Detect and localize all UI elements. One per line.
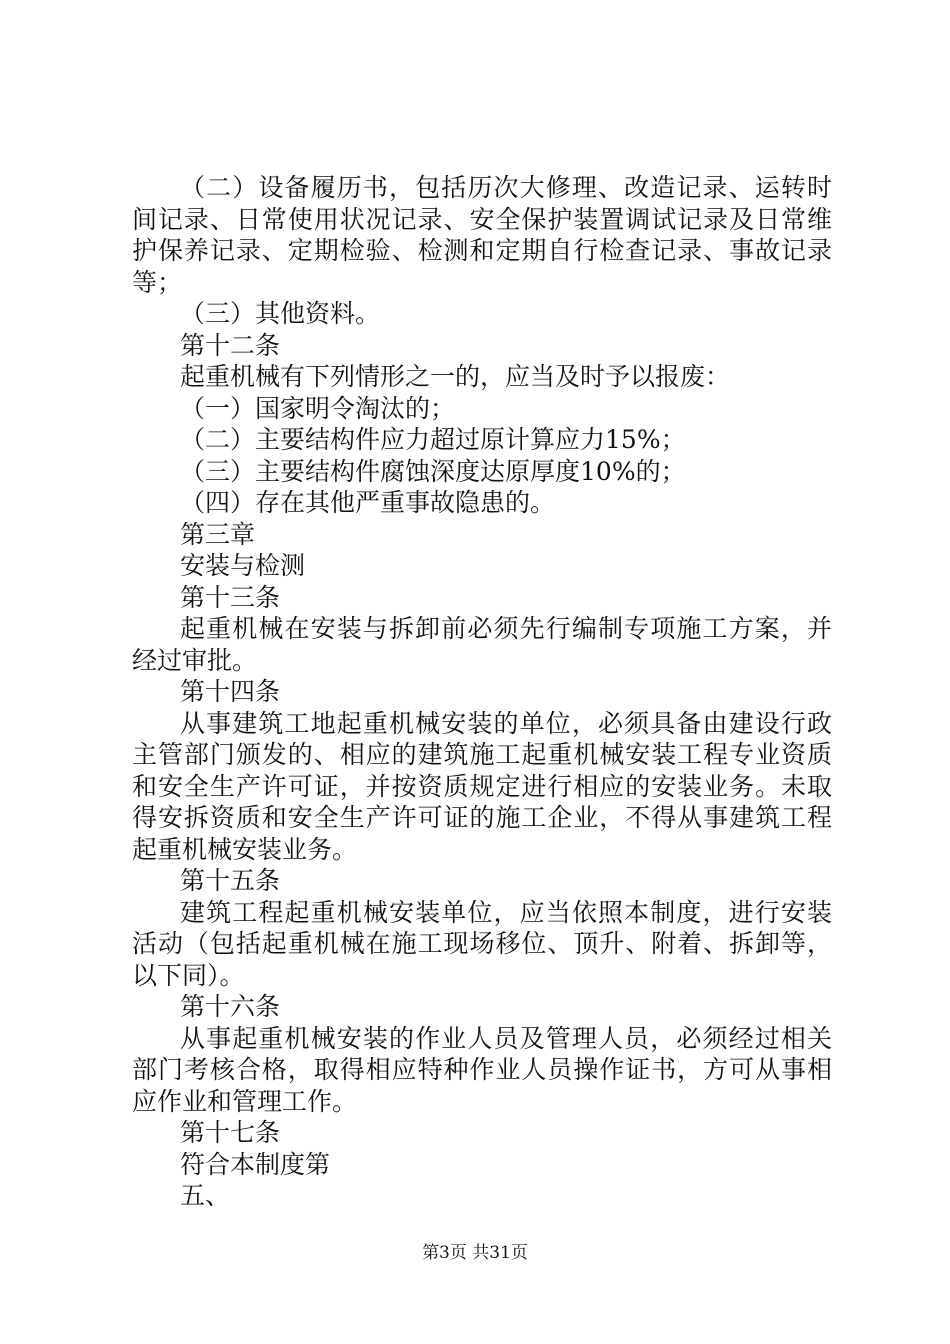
text-line: 护保养记录、定期检验、检测和定期自行检查记录、事故记录 — [132, 236, 832, 265]
text-line: 起重机械有下列情形之一的，应当及时予以报废： — [180, 362, 731, 391]
article-heading: 第十四条 — [180, 677, 281, 706]
text-line: 活动（包括起重机械在施工现场移位、顶升、附着、拆卸等， — [132, 929, 832, 958]
text-line: （三）其他资料。 — [180, 299, 381, 328]
text-line: 符合本制度第 — [180, 1149, 331, 1179]
text-line: 主管部门颁发的、相应的建筑施工起重机械安装工程专业资质 — [132, 740, 832, 769]
text-line: 间记录、日常使用状况记录、安全保护装置调试记录及日常维 — [132, 204, 832, 234]
text-line: 部门考核合格，取得相应特种作业人员操作证书，方可从事相 — [132, 1055, 832, 1084]
text-line: 从事起重机械安装的作业人员及管理人员，必须经过相关 — [180, 1023, 832, 1053]
text-line: 起重机械安装业务。 — [132, 834, 358, 864]
text-line: 起重机械在安装与拆卸前必须先行编制专项施工方案，并 — [180, 614, 832, 643]
text-line: 建筑工程起重机械安装单位，应当依照本制度，进行安装 — [180, 897, 832, 927]
article-heading: 第十二条 — [180, 330, 281, 360]
list-item: （四）存在其他严重事故隐患的。 — [180, 488, 556, 517]
article-heading: 第十六条 — [180, 992, 281, 1021]
text-line: 从事建筑工地起重机械安装的单位，必须具备由建设行政 — [180, 708, 832, 738]
list-item: （一）国家明令淘汰的； — [180, 393, 456, 423]
list-item: （三）主要结构件腐蚀深度达原厚度10%的； — [180, 456, 686, 486]
page-footer — [0, 1242, 950, 1264]
text-line: （二）设备履历书，包括历次大修理、改造记录、运转时 — [180, 173, 832, 202]
article-heading: 第十五条 — [180, 866, 281, 895]
text-line: 应作业和管理工作。 — [132, 1086, 358, 1116]
article-heading: 第十七条 — [180, 1118, 281, 1147]
text-line: 得安拆资质和安全生产许可证的施工企业，不得从事建筑工程 — [132, 803, 832, 832]
chapter-title: 安装与检测 — [180, 551, 306, 580]
chapter-heading: 第三章 — [180, 519, 256, 549]
page-number: 第3页 共31页 — [422, 1243, 528, 1263]
text-line: 等； — [132, 267, 183, 297]
text-line: 和安全生产许可证，并按资质规定进行相应的安装业务。未取 — [132, 771, 832, 801]
text-line: 五、 — [180, 1181, 231, 1210]
text-line: 以下同）。 — [132, 960, 245, 990]
list-item: （二）主要结构件应力超过原计算应力15%； — [180, 425, 686, 454]
document-body — [132, 172, 832, 1212]
article-heading: 第十三条 — [180, 582, 281, 612]
text-line: 经过审批。 — [132, 645, 258, 675]
